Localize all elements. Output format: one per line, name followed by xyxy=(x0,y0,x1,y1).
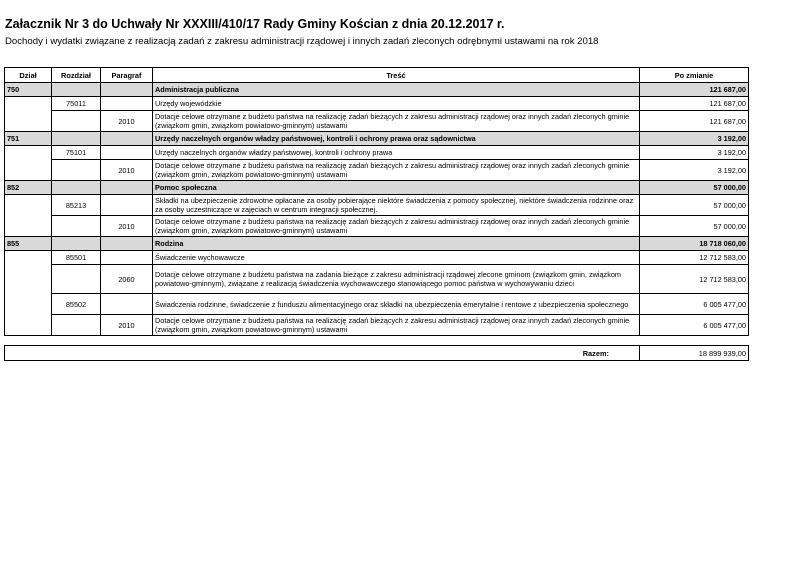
cell-paragraf xyxy=(101,83,153,97)
cell-rozdzial xyxy=(52,160,101,181)
cell-rozdzial: 85213 xyxy=(52,195,101,216)
cell-kwota: 3 192,00 xyxy=(640,132,749,146)
cell-kwota: 3 192,00 xyxy=(640,146,749,160)
cell-paragraf xyxy=(101,97,153,111)
cell-kwota: 18 718 060,00 xyxy=(640,237,749,251)
document-title: Załacznik Nr 3 do Uchwały Nr XXXIII/410/17 Rady Gminy Kościan z dnia 20.12.2017 r. xyxy=(5,17,505,31)
cell-paragraf xyxy=(101,195,153,216)
cell-kwota: 57 000,00 xyxy=(640,195,749,216)
cell-dzial: 852 xyxy=(5,181,52,195)
cell-tresc: Administracja publiczna xyxy=(153,83,640,97)
table-row xyxy=(5,181,749,195)
cell-tresc: Dotacje celowe otrzymane z budżetu państwa na realizację zadań bieżących z zakresu administracji rządowej oraz innych zadań zleconych gminie (związkom gmin, związkom powiatowo-gminnym) ustawami xyxy=(153,315,640,336)
cell-dzial xyxy=(5,97,52,132)
cell-paragraf: 2010 xyxy=(101,216,153,237)
cell-paragraf: 2060 xyxy=(101,265,153,294)
cell-rozdzial xyxy=(52,216,101,237)
total-row xyxy=(5,346,749,361)
cell-rozdzial: 75011 xyxy=(52,97,101,111)
cell-tresc: Świadczenie wychowawcze xyxy=(153,251,640,265)
table-row xyxy=(5,195,749,216)
cell-paragraf xyxy=(101,132,153,146)
cell-rozdzial: 75101 xyxy=(52,146,101,160)
table-row xyxy=(5,251,749,265)
column-header-dzial: Dział xyxy=(5,68,52,83)
cell-rozdzial xyxy=(52,237,101,251)
cell-tresc: Składki na ubezpieczenie zdrowotne opłacane za osoby pobierające niektóre świadczenia z pomocy społecznej, niektóre świadczenia rodzinne oraz za osoby uczestniczące w zajęciach w centrum integracji społecznej. xyxy=(153,195,640,216)
column-header-po-zmianie: Po zmianie xyxy=(640,68,749,83)
cell-kwota: 3 192,00 xyxy=(640,160,749,181)
cell-tresc: Rodzina xyxy=(153,237,640,251)
cell-dzial: 750 xyxy=(5,83,52,97)
cell-rozdzial: 85501 xyxy=(52,251,101,265)
cell-rozdzial xyxy=(52,132,101,146)
cell-tresc: Urzędy naczelnych organów władzy państwowej, kontroli i ochrony prawa xyxy=(153,146,640,160)
cell-paragraf: 2010 xyxy=(101,315,153,336)
cell-tresc: Dotacje celowe otrzymane z budżetu państwa na realizację zadań bieżących z zakresu administracji rządowej oraz innych zadań zleconych gminie (związkom gmin, związkom powiatowo-gminnym) ustawami xyxy=(153,111,640,132)
table-row xyxy=(5,83,749,97)
cell-rozdzial xyxy=(52,181,101,195)
cell-kwota: 12 712 583,00 xyxy=(640,265,749,294)
cell-paragraf: 2010 xyxy=(101,111,153,132)
cell-dzial: 751 xyxy=(5,132,52,146)
cell-tresc: Dotacje celowe otrzymane z budżetu państwa na realizację zadań bieżących z zakresu administracji rządowej oraz innych zadań zleconych gminie (związkom gmin, związkom powiatowo-gminnym) ustawami xyxy=(153,216,640,237)
cell-dzial: 855 xyxy=(5,237,52,251)
cell-dzial xyxy=(5,195,52,237)
column-header-tresc: Treść xyxy=(153,68,640,83)
cell-rozdzial: 85502 xyxy=(52,294,101,315)
cell-tresc: Urzędy wojewódzkie xyxy=(153,97,640,111)
budget-table xyxy=(4,67,749,336)
cell-paragraf xyxy=(101,237,153,251)
table-row xyxy=(5,132,749,146)
cell-kwota: 6 005 477,00 xyxy=(640,315,749,336)
total-value: 18 899 939,00 xyxy=(640,346,749,361)
cell-paragraf xyxy=(101,294,153,315)
cell-kwota: 121 687,00 xyxy=(640,111,749,132)
table-header-row xyxy=(5,68,749,83)
cell-tresc: Świadczenia rodzinne, świadczenie z funduszu alimentacyjnego oraz składki na ubezpieczenia emerytalne i rentowe z ubezpieczenia społecznego xyxy=(153,294,640,315)
cell-kwota: 57 000,00 xyxy=(640,216,749,237)
cell-tresc: Dotacje celowe otrzymane z budżetu państwa na realizację zadań bieżących z zakresu administracji rządowej oraz innych zadań zleconych gminie (związkom gmin, związkom powiatowo-gminnym) ustawami xyxy=(153,160,640,181)
cell-kwota: 121 687,00 xyxy=(640,83,749,97)
cell-tresc: Dotacje celowe otrzymane z budżetu państwa na zadania bieżące z zakresu administracji rządowej zlecone gminom (związkom gmin, związkom powiatowo-gminnym), związane z realizacją świadczenia wychowawczego stanowiącego pomoc państwa w wychowywaniu dzieci xyxy=(153,265,640,294)
table-row xyxy=(5,160,749,181)
cell-kwota: 6 005 477,00 xyxy=(640,294,749,315)
cell-kwota: 57 000,00 xyxy=(640,181,749,195)
cell-rozdzial xyxy=(52,83,101,97)
total-label: Razem: xyxy=(5,346,640,361)
column-header-paragraf: Paragraf xyxy=(101,68,153,83)
cell-rozdzial xyxy=(52,315,101,336)
cell-paragraf xyxy=(101,251,153,265)
table-row xyxy=(5,97,749,111)
cell-tresc: Urzędy naczelnych organów władzy państwowej, kontroli i ochrony prawa oraz sądownictwa xyxy=(153,132,640,146)
column-header-rozdzial: Rozdział xyxy=(52,68,101,83)
cell-paragraf xyxy=(101,181,153,195)
cell-kwota: 121 687,00 xyxy=(640,97,749,111)
table-row xyxy=(5,146,749,160)
table-row xyxy=(5,265,749,294)
table-row xyxy=(5,294,749,315)
cell-dzial xyxy=(5,146,52,181)
cell-paragraf xyxy=(101,146,153,160)
cell-dzial xyxy=(5,251,52,336)
total-table xyxy=(4,345,749,361)
cell-kwota: 12 712 583,00 xyxy=(640,251,749,265)
table-row xyxy=(5,315,749,336)
cell-tresc: Pomoc społeczna xyxy=(153,181,640,195)
cell-rozdzial xyxy=(52,111,101,132)
table-row xyxy=(5,111,749,132)
document-subtitle: Dochody i wydatki związane z realizacją zadań z zakresu administracji rządowej i innych zadań zleconych odrębnymi ustawami na rok 2018 xyxy=(5,36,599,47)
table-row xyxy=(5,237,749,251)
cell-paragraf: 2010 xyxy=(101,160,153,181)
cell-rozdzial xyxy=(52,265,101,294)
table-row xyxy=(5,216,749,237)
